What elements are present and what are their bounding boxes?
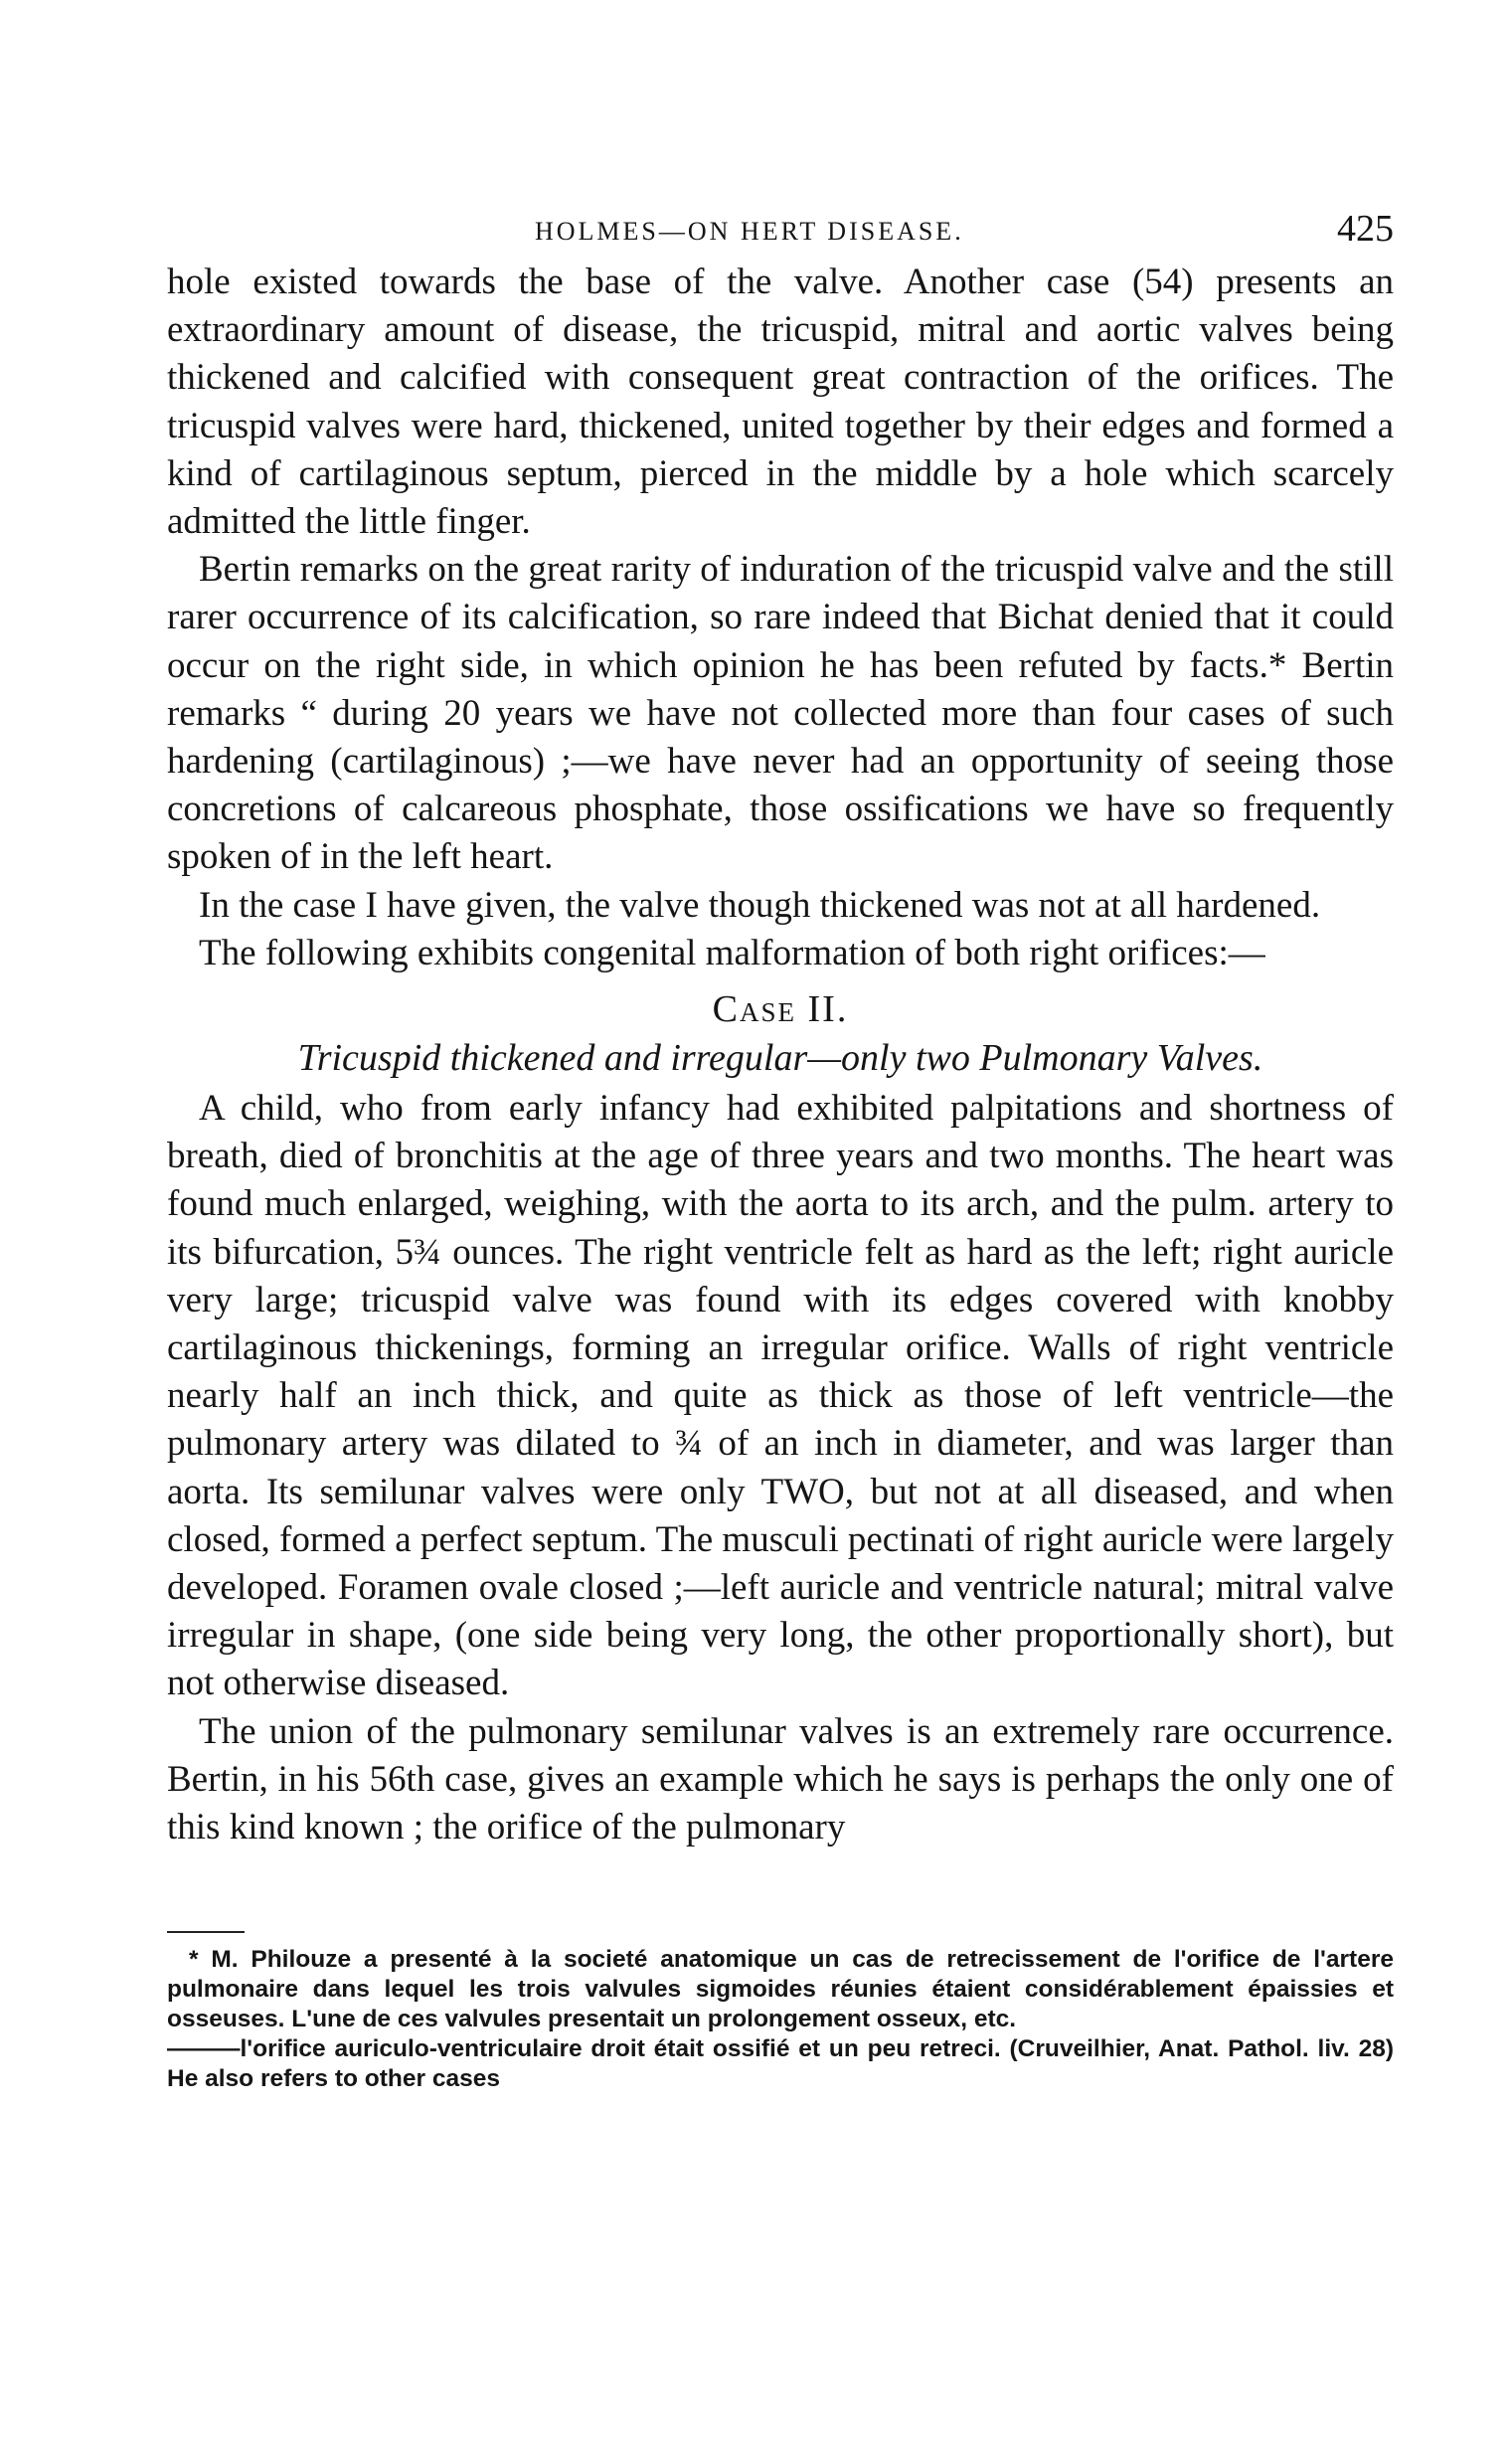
paragraph-case-given: In the case I have given, the valve though thickened was not at all hardened.: [199, 884, 1321, 926]
paragraph-union-valves: The union of the pulmonary semilunar valves is an extremely rare occurrence. Bertin, in his 56th case, gives an example which he says is perhaps the only one of this kind known ; the orifice of the pulmonary: [167, 1710, 1394, 1848]
running-head: [167, 199, 1394, 259]
body-text: [167, 259, 1394, 1851]
case-subtitle: Tricuspid thickened and irregular—only two Pulmonary Valves.: [297, 1037, 1263, 1080]
footnote-rule: [167, 1931, 245, 1933]
case-heading: Case II.: [712, 988, 849, 1031]
paragraph-case-description: A child, who from early infancy had exhibited palpitations and shortness of breath, died of bronchitis at the age of three years and two months. The heart was found much enlarged, weighing, with the aorta to its arch, and the pulm. artery to its bifurcation, 5¾ ounces. The right ventricle felt as hard as the left; right auricle very large; tricuspid valve was found with its edges covered with knobby cartilaginous thickenings, forming an irregular orifice. Walls of right ventricle nearly half an inch thick, and quite as thick as those of left ventricle—the pulmonary artery was dilated to ¾ of an inch in diameter, and was larger than aorta. Its semilunar valves were only TWO, but not at all diseased, and when closed, formed a perfect septum. The musculi pectinati of right auricle were largely developed. Foramen ovale closed ;—left auricle and ventricle natural; mitral valve irregular in shape, (one side being very long, the other proportionally short), but not otherwise diseased.: [167, 1088, 1394, 1704]
page-number: 425: [1337, 208, 1394, 250]
footnote: [167, 1945, 1394, 2094]
document-page: [167, 199, 1394, 2094]
paragraph-following: The following exhibits congenital malformation of both right orifices:—: [199, 932, 1265, 973]
paragraph-continuation: hole existed towards the base of the valve. Another case (54) presents an extraordinary amount of disease, the tricuspid, mitral and aortic valves being thickened and calcified with consequent great contraction of the orifices. The tricuspid valves were hard, thickened, united together by their edges and formed a kind of cartilaginous septum, pierced in the middle by a hole which scarcely admitted the little finger.: [167, 262, 1394, 543]
footnote-line-cruveilhier: ———l'orifice auriculo-ventriculaire droit était ossifié et un peu retreci. (Cruveilhier, Anat. Pathol. liv. 28) He also refers to other cases: [167, 2035, 1394, 2093]
paragraph-bertin-remarks: Bertin remarks on the great rarity of induration of the tricuspid valve and the still rarer occurrence of its calcification, so rare indeed that Bichat denied that it could occur on the right side, in which opinion he has been refuted by facts.* Bertin remarks “ during 20 years we have not collected more than four cases of such hardening (cartilaginous) ;—we have never had an opportunity of seeing those concretions of calcareous phosphate, those ossifications we have so frequently spoken of in the left heart.: [167, 549, 1394, 878]
footnote-line-philouze: * M. Philouze a presenté à la societé anatomique un cas de retrecissement de l'orifice de l'artere pulmonaire dans lequel les trois valvules sigmoides réunies étaient considérablement épaissies et osseuses. L'une de ces valvules presentait un prolongement osseux, etc.: [167, 1946, 1394, 2033]
running-title: HOLMES—ON HERT DISEASE.: [535, 217, 964, 246]
